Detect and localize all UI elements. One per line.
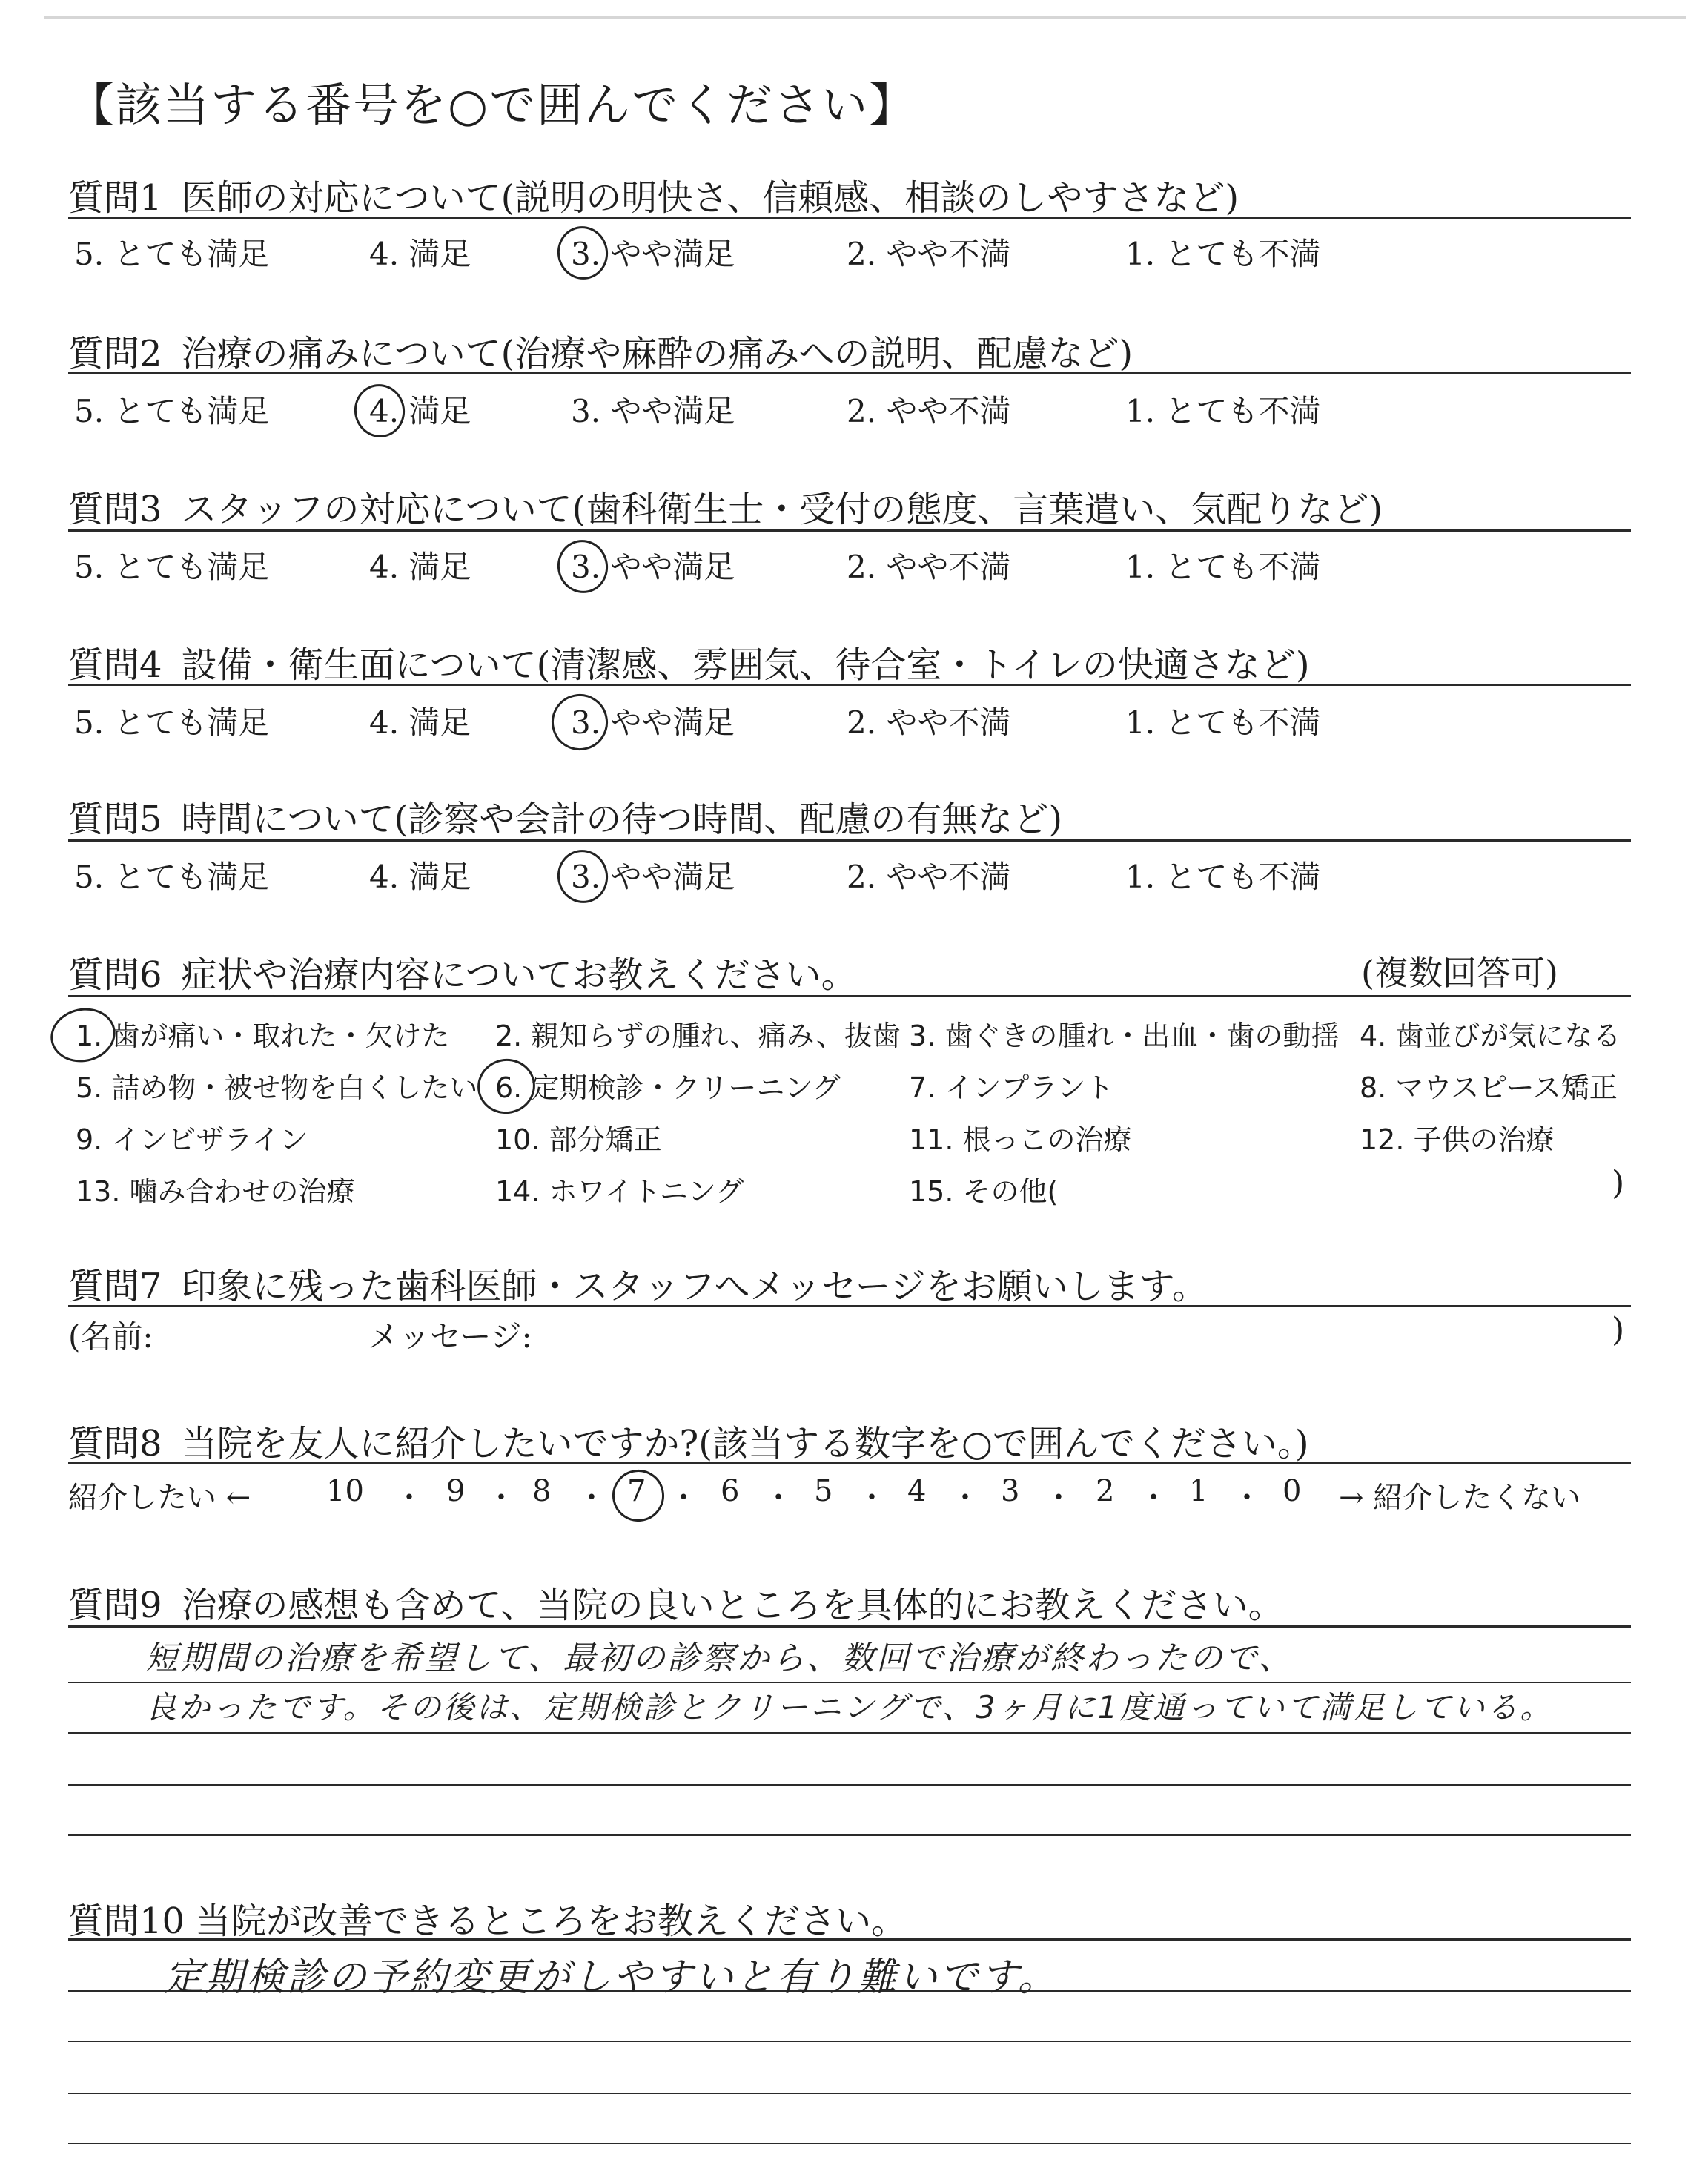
- scale-sep-10: ・: [1232, 1481, 1262, 1515]
- question-7-number: 質問7: [68, 1266, 162, 1307]
- scale-2[interactable]: 2: [1096, 1474, 1115, 1508]
- q1-option-5[interactable]: 5. とても満足: [74, 236, 270, 272]
- q2-option-5[interactable]: 5. とても満足: [74, 393, 270, 429]
- question-4-title: [68, 636, 1310, 687]
- scale-sep-3: ・: [577, 1481, 606, 1515]
- q9-answer-line-3: [68, 1784, 1631, 1786]
- q4-option-4[interactable]: 4. 満足: [369, 704, 471, 741]
- q4-option-1[interactable]: 1. とても不満: [1125, 704, 1321, 741]
- q10-answer-line-2: [68, 2041, 1631, 2042]
- scale-10[interactable]: 10: [326, 1474, 364, 1508]
- scale-8[interactable]: 8: [532, 1474, 552, 1508]
- q6-option-8[interactable]: 8. マウスピース矯正: [1360, 1071, 1618, 1104]
- q5-option-3[interactable]: 3. やや満足: [571, 859, 735, 895]
- scale-9[interactable]: 9: [446, 1474, 466, 1508]
- question-2-rule: [68, 372, 1631, 374]
- scale-sep-2: ・: [486, 1481, 516, 1515]
- q10-answer-line-4: [68, 2143, 1631, 2144]
- q6-option-14[interactable]: 14. ホワイトニング: [495, 1175, 744, 1208]
- q6-option-11[interactable]: 11. 根っこの治療: [909, 1123, 1132, 1156]
- q4-option-5[interactable]: 5. とても満足: [74, 704, 270, 741]
- q1-option-3[interactable]: 3. やや満足: [571, 236, 735, 272]
- q1-option-1[interactable]: 1. とても不満: [1125, 236, 1321, 272]
- q6-other-close-paren: ): [1612, 1164, 1625, 1202]
- q6-selection-circle-1: [45, 1003, 120, 1069]
- recommend-right-label: → 紹介したくない: [1339, 1481, 1581, 1515]
- question-5-title: [68, 790, 1062, 842]
- q1-option-4[interactable]: 4. 満足: [369, 236, 471, 272]
- question-5-text: 時間について(診察や会計の待つ時間、配慮の有無など): [181, 799, 1063, 840]
- q2-option-4[interactable]: 4. 満足: [369, 393, 471, 429]
- question-9-number: 質問9: [68, 1585, 162, 1626]
- question-4-number: 質問4: [68, 644, 162, 686]
- q2-option-3[interactable]: 3. やや満足: [571, 393, 735, 429]
- q9-answer-line-4: [68, 1834, 1631, 1836]
- q5-option-5[interactable]: 5. とても満足: [74, 859, 270, 895]
- scale-sep-1: ・: [394, 1481, 424, 1515]
- scale-sep-8: ・: [1044, 1481, 1073, 1515]
- scale-sep-4: ・: [669, 1481, 698, 1515]
- question-3-rule: [68, 529, 1631, 532]
- q2-option-1[interactable]: 1. とても不満: [1125, 393, 1321, 429]
- q5-option-2[interactable]: 2. やや不満: [847, 859, 1011, 895]
- recommend-left-label: 紹介したい ←: [68, 1481, 251, 1515]
- q10-answer-line-3: [68, 2093, 1631, 2094]
- question-5-number: 質問5: [68, 799, 162, 840]
- multiple-answers-note: (複数回答可): [1361, 953, 1558, 993]
- question-3-number: 質問3: [68, 489, 162, 530]
- question-1-rule: [68, 217, 1631, 219]
- q4-option-3[interactable]: 3. やや満足: [571, 704, 735, 741]
- question-8-title: [68, 1415, 1309, 1466]
- q8-selection-circle: [607, 1464, 669, 1526]
- scale-3[interactable]: 3: [1001, 1474, 1020, 1508]
- q6-option-12[interactable]: 12. 子供の治療: [1360, 1123, 1555, 1156]
- scale-7[interactable]: 7: [627, 1474, 646, 1508]
- q3-option-4[interactable]: 4. 満足: [369, 549, 471, 585]
- q7-name-label: (名前:: [68, 1318, 153, 1355]
- q9-answer-line-2: [68, 1732, 1631, 1734]
- q10-handwritten-answer: 定期検診の予約変更がしやすいと有り難いです。: [165, 1955, 1059, 2000]
- question-6-text: 症状や治療内容についてお教えください。: [181, 954, 857, 996]
- question-6-number: 質問6: [68, 954, 162, 996]
- q7-message-label: メッセージ:: [368, 1318, 532, 1355]
- scale-4[interactable]: 4: [907, 1474, 927, 1508]
- question-4-text: 設備・衛生面について(清潔感、雰囲気、待合室・トイレの快適さなど): [181, 644, 1310, 686]
- question-1-number: 質問1: [68, 177, 162, 219]
- question-10-number: 質問10: [68, 1900, 185, 1942]
- q6-option-2[interactable]: 2. 親知らずの腫れ、痛み、抜歯: [495, 1020, 901, 1052]
- question-2-number: 質問2: [68, 333, 162, 374]
- q4-option-2[interactable]: 2. やや不満: [847, 704, 1011, 741]
- q6-option-15[interactable]: 15. その他(: [909, 1175, 1059, 1208]
- q1-option-2[interactable]: 2. やや不満: [847, 236, 1011, 272]
- question-8-text: 当院を友人に紹介したいですか?(該当する数字を○で囲んでください。): [181, 1423, 1309, 1464]
- question-9-title: [68, 1576, 1284, 1628]
- question-5-rule: [68, 839, 1631, 842]
- scale-5[interactable]: 5: [814, 1474, 833, 1508]
- question-4-rule: [68, 684, 1631, 686]
- q6-option-4[interactable]: 4. 歯並びが気になる: [1360, 1020, 1621, 1052]
- q6-option-9[interactable]: 9. インビザライン: [76, 1123, 308, 1156]
- scale-sep-9: ・: [1139, 1481, 1168, 1515]
- question-7-rule: [68, 1305, 1631, 1307]
- scale-0[interactable]: 0: [1282, 1474, 1302, 1508]
- page-top-edge: [44, 16, 1686, 19]
- q6-option-13[interactable]: 13. 噛み合わせの治療: [76, 1175, 355, 1208]
- q6-option-10[interactable]: 10. 部分矯正: [495, 1123, 662, 1156]
- q5-option-1[interactable]: 1. とても不満: [1125, 859, 1321, 895]
- scale-sep-5: ・: [764, 1481, 793, 1515]
- q3-option-3[interactable]: 3. やや満足: [571, 549, 735, 585]
- question-7-title: [68, 1258, 1208, 1309]
- q6-option-7[interactable]: 7. インプラント: [909, 1071, 1114, 1104]
- scale-1[interactable]: 1: [1189, 1474, 1208, 1508]
- q6-option-3[interactable]: 3. 歯ぐきの腫れ・出血・歯の動揺: [909, 1020, 1340, 1052]
- q2-option-2[interactable]: 2. やや不満: [847, 393, 1011, 429]
- scale-sep-6: ・: [857, 1481, 887, 1515]
- question-3-title: [68, 480, 1383, 532]
- question-10-title: [68, 1892, 907, 1943]
- question-3-text: スタッフの対応について(歯科衛生士・受付の態度、言葉遣い、気配りなど): [181, 489, 1383, 530]
- q6-option-5[interactable]: 5. 詰め物・被せ物を白くしたい: [76, 1071, 478, 1104]
- question-8-rule: [68, 1462, 1631, 1464]
- q6-option-1[interactable]: 1. 歯が痛い・取れた・欠けた: [76, 1020, 450, 1052]
- question-10-rule: [68, 1938, 1631, 1941]
- question-6-rule: [68, 995, 1631, 997]
- question-7-text: 印象に残った歯科医師・スタッフへメッセージをお願いします。: [181, 1266, 1208, 1307]
- question-10-text: 当院が改善できるところをお教えください。: [195, 1900, 907, 1942]
- q6-selection-circle-6: [472, 1054, 540, 1120]
- scale-sep-7: ・: [950, 1481, 980, 1515]
- question-9-text: 治療の感想も含めて、当院の良いところを具体的にお教えください。: [181, 1585, 1284, 1626]
- q7-close-paren: ): [1612, 1311, 1625, 1349]
- question-2-title: [68, 325, 1133, 376]
- q9-handwritten-answer-2: 良かったです。その後は、定期検診とクリーニングで、3ヶ月に1度通っていて満足している。: [145, 1689, 1554, 1725]
- question-6-title: [68, 946, 857, 997]
- q9-handwritten-answer-1: 短期間の治療を希望して、最初の診察から、数回で治療が終わったので、: [145, 1639, 1294, 1677]
- question-1-text: 医師の対応について(説明の明快さ、信頼感、相談のしやすさなど): [181, 177, 1239, 219]
- instruction-heading: 【該当する番号を○で囲んでください】: [68, 78, 917, 132]
- q5-option-4[interactable]: 4. 満足: [369, 859, 471, 895]
- question-1-title: [68, 169, 1239, 220]
- q3-option-2[interactable]: 2. やや不満: [847, 549, 1011, 585]
- question-2-text: 治療の痛みについて(治療や麻酔の痛みへの説明、配慮など): [181, 333, 1133, 374]
- q3-option-1[interactable]: 1. とても不満: [1125, 549, 1321, 585]
- question-9-rule: [68, 1625, 1631, 1628]
- scale-6[interactable]: 6: [721, 1474, 740, 1508]
- question-8-number: 質問8: [68, 1423, 162, 1464]
- q3-option-5[interactable]: 5. とても満足: [74, 549, 270, 585]
- q6-option-6[interactable]: 6. 定期検診・クリーニング: [495, 1071, 841, 1104]
